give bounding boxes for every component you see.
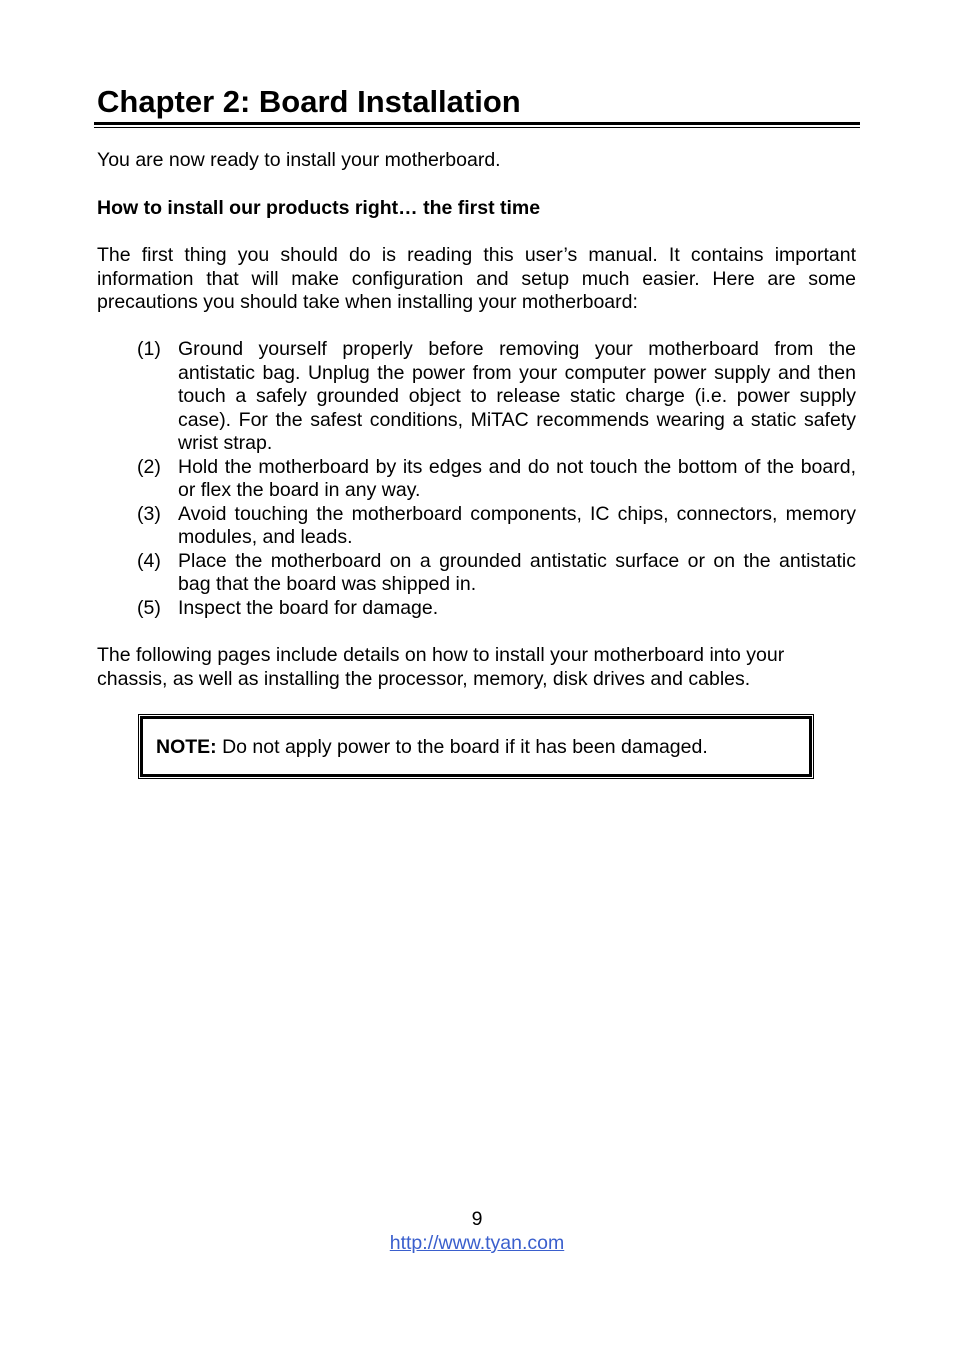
page-number: 9	[471, 1208, 483, 1230]
title-underline-thin	[94, 127, 860, 128]
precaution-text: Ground yourself properly before removing your motherboard from the antistatic bag. Unplug the power from your computer power supply and then touch a safely grounded object to release static charge (i.e. power supply case). For the safest conditions, MiTAC recommends wearing a static safety wrist strap.	[178, 338, 856, 454]
following-pages-paragraph: The following pages include details on how to install your motherboard into your chassis, as well as installing the processor, memory, disk drives and cables.	[97, 644, 785, 690]
precaution-item	[137, 550, 856, 597]
precaution-item	[137, 597, 856, 621]
note-text	[156, 736, 708, 760]
precaution-text: Hold the motherboard by its edges and do not touch the bottom of the board, or flex the board in any way.	[178, 455, 856, 501]
precaution-text: Inspect the board for damage.	[178, 596, 439, 619]
instructions-paragraph: The first thing you should do is reading this user’s manual. It contains important information that will make configuration and setup much easier. Here are some precautions you should take when installing your motherboard:	[97, 244, 856, 313]
note-box	[140, 716, 812, 777]
note-label: NOTE:	[156, 736, 217, 758]
precaution-text: Place the motherboard on a grounded antistatic surface or on the antistatic bag that the board was shipped in.	[178, 549, 856, 595]
intro-paragraph: You are now ready to install your motherboard.	[97, 149, 501, 171]
precaution-number: (2)	[137, 455, 161, 478]
precaution-item	[137, 338, 856, 456]
note-body: Do not apply power to the board if it has been damaged.	[216, 736, 708, 758]
precaution-number: (3)	[137, 502, 161, 525]
precaution-item	[137, 503, 856, 550]
footer-website-link[interactable]: http://www.tyan.com	[389, 1232, 565, 1254]
precaution-number: (5)	[137, 596, 161, 619]
precaution-text: Avoid touching the motherboard components, IC chips, connectors, memory modules, and leads.	[178, 502, 856, 548]
section-subheading: How to install our products right… the first time	[97, 197, 541, 219]
title-underline-thick	[94, 122, 860, 125]
precautions-list	[137, 338, 856, 620]
precaution-number: (4)	[137, 549, 161, 572]
precaution-number: (1)	[137, 338, 161, 360]
precaution-item	[137, 456, 856, 503]
chapter-title: Chapter 2: Board Installation	[97, 84, 521, 119]
